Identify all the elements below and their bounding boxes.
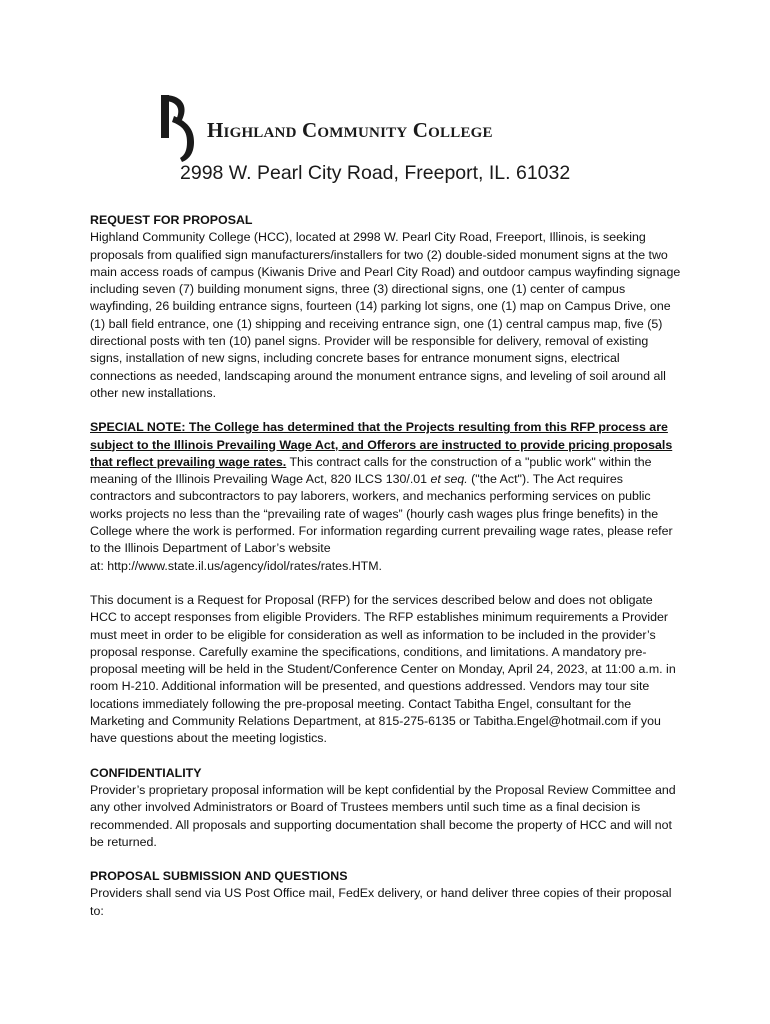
rfp-heading: REQUEST FOR PROPOSAL bbox=[90, 213, 253, 227]
rfp-details-paragraph: This document is a Request for Proposal (RFP) for the services described below and does not obligate HCC to accept responses from eligible Providers. The RFP establishes minimum requirements a Provider must meet in order to be eligible for consideration as well as information to be included in the provider’s proposal response. Carefully examine the specifications, conditions, and limitations. A mandatory pre-proposal meeting will be held in the Student/Conference Center on Monday, April 24, 2023, at 11:00 a.m. in room H-210. Additional information will be presented, and questions addressed. Vendors may tour site locations immediately following the pre-proposal meeting. Contact Tabitha Engel, consultant for the Marketing and Community Relations Department, at 815-275-6135 or Tabitha.Engel@hotmail.com if you have questions about the meeting logistics. bbox=[90, 592, 676, 746]
college-name: Highland Community College bbox=[207, 118, 493, 142]
document-body bbox=[90, 212, 682, 920]
special-note-paragraph bbox=[90, 419, 682, 557]
confidentiality-heading: CONFIDENTIALITY bbox=[90, 765, 202, 780]
submission-heading: PROPOSAL SUBMISSION AND QUESTIONS bbox=[90, 869, 348, 884]
special-note-text-2: ("the Act"). The Act requires contractors and subcontractors to pay laborers, workers, and mechanics performing services on public works projects no less than the “prevailing rate of wages” (hourly cash wages plus fringe benefits) in the College where the work is performed. For information regarding current prevailing wage rates, please refer to the Illinois Department of Labor’s website bbox=[90, 472, 673, 556]
idol-url-line: at: http://www.state.il.us/agency/idol/rates/rates.HTM. bbox=[90, 558, 382, 573]
special-note-italic: et seq. bbox=[430, 472, 468, 487]
special-note-bold: SPECIAL NOTE: The College has determined that the Projects resulting from this RFP process are subject to the Illinois Prevailing Wage Act, and Offerors are instructed to provide pricing proposals that reflect prevailing wage rates. bbox=[90, 420, 673, 469]
college-logo-icon bbox=[158, 92, 202, 164]
college-address: 2998 W. Pearl City Road, Freeport, IL. 61032 bbox=[180, 162, 571, 184]
rfp-paragraph: Highland Community College (HCC), located at 2998 W. Pearl City Road, Freeport, Illinois, is seeking proposals from qualified sign manufacturers/installers for two (2) double-sided monument signs at the two main access roads of campus (Kiwanis Drive and Pearl City Road) and outdoor campus wayfinding signage including seven (7) building monument signs, three (3) directional signs, one (1) center of campus wayfinding, 26 building entrance signs, fourteen (14) parking lot signs, one (1) map on Campus Drive, one (1) ball field entrance, one (1) shipping and receiving entrance sign, one (1) central campus map, five (5) directional posts with ten (10) panel signs. Provider will be responsible for delivery, removal of existing signs, installation of new signs, including concrete bases for entrance monument signs, electrical connections as needed, landscaping around the monument entrance signs, and leveling of soil around all other new installations. bbox=[90, 230, 681, 400]
submission-paragraph: Providers shall send via US Post Office mail, FedEx delivery, or hand deliver three copies of their proposal to: bbox=[90, 886, 672, 918]
special-note-text-1: This contract calls for the construction of a "public work" within the meaning of the Illinois Prevailing Wage Act, 820 ILCS 130/.01 bbox=[90, 454, 652, 487]
confidentiality-paragraph: Provider’s proprietary proposal information will be kept confidential by the Proposal Review Committee and any other involved Administrators or Board of Trustees members until such time as a final decision is recommended. All proposals and supporting documentation shall become the property of HCC and will not be returned. bbox=[90, 782, 676, 849]
